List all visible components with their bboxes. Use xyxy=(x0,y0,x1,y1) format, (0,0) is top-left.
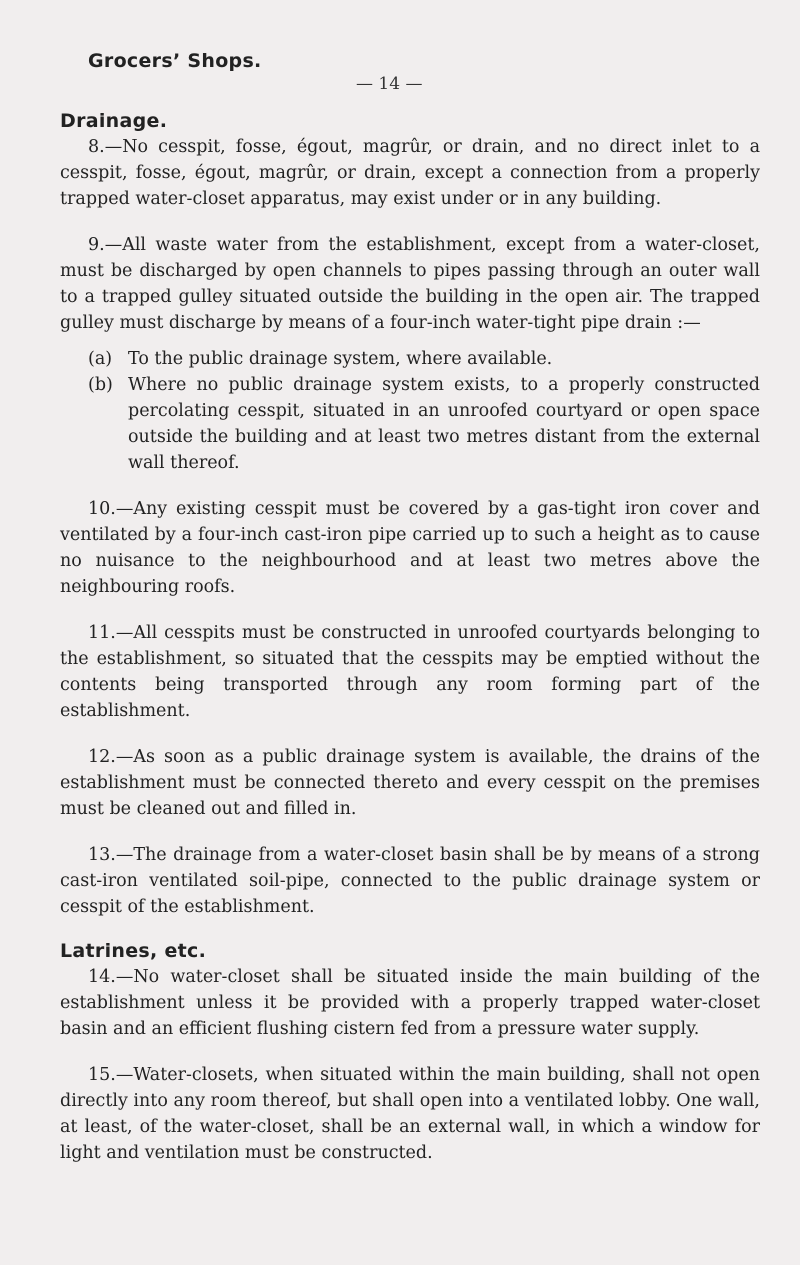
list-item xyxy=(88,346,760,372)
page-number: — 14 — xyxy=(356,74,423,94)
clause-11: 11.—All cesspits must be constructed in unroofed courtyards belonging to the establishment, so situated that the cesspits may be emptied without the contents being transported through any room forming part of the establishment. xyxy=(60,623,760,721)
clause-9-list xyxy=(60,346,760,476)
clause-10: 10.—Any existing cesspit must be covered by a gas-tight iron cover and ventilated by a four-inch cast-iron pipe carried up to such a height as to cause no nuisance to the neighbourhood and at least two metres above the neighbouring roofs. xyxy=(60,499,760,597)
section-heading-drainage: Drainage. xyxy=(60,110,168,132)
page-body xyxy=(60,110,760,1186)
clause-13: 13.—The drainage from a water-closet basin shall be by means of a strong cast-iron ventilated soil-pipe, connected to the public drainage system or cesspit of the establishment. xyxy=(60,845,760,917)
list-item xyxy=(88,372,760,476)
clause-14: 14.—No water-closet shall be situated inside the main building of the establishment unless it be provided with a properly trapped water-closet basin and an efficient flushing cistern fed from a pressure water supply. xyxy=(60,967,760,1039)
running-head: Grocers’ Shops. xyxy=(88,50,262,72)
clause-9: 9.—All waste water from the establishment, except from a water-closet, must be discharged by open channels to pipes passing through an outer wall to a trapped gulley situated outside the building in the open air. The trapped gulley must discharge by means of a four-inch water-tight pipe drain :— xyxy=(60,235,760,333)
list-marker: (b) xyxy=(88,375,113,395)
clause-12: 12.—As soon as a public drainage system is available, the drains of the establishment must be connected thereto and every cesspit on the premises must be cleaned out and filled in. xyxy=(60,747,760,819)
list-item-text: To the public drainage system, where available. xyxy=(128,349,553,369)
clause-15: 15.—Water-closets, when situated within the main building, shall not open directly into any room thereof, but shall open into a ventilated lobby. One wall, at least, of the water-closet, shall be an external wall, in which a window for light and ventilation must be constructed. xyxy=(60,1065,760,1163)
list-item-text: Where no public drainage system exists, to a properly constructed percolating cesspit, situated in an unroofed courtyard or open space outside the building and at least two metres distant from the external wall thereof. xyxy=(128,375,760,473)
section-heading-latrines: Latrines, etc. xyxy=(60,940,207,962)
clause-8: 8.—No cesspit, fosse, égout, magrûr, or drain, and no direct inlet to a cesspit, fosse, égout, magrûr, or drain, except a connection from a properly trapped water-closet apparatus, may exist under or in any building. xyxy=(60,137,760,209)
list-marker: (a) xyxy=(88,349,113,369)
